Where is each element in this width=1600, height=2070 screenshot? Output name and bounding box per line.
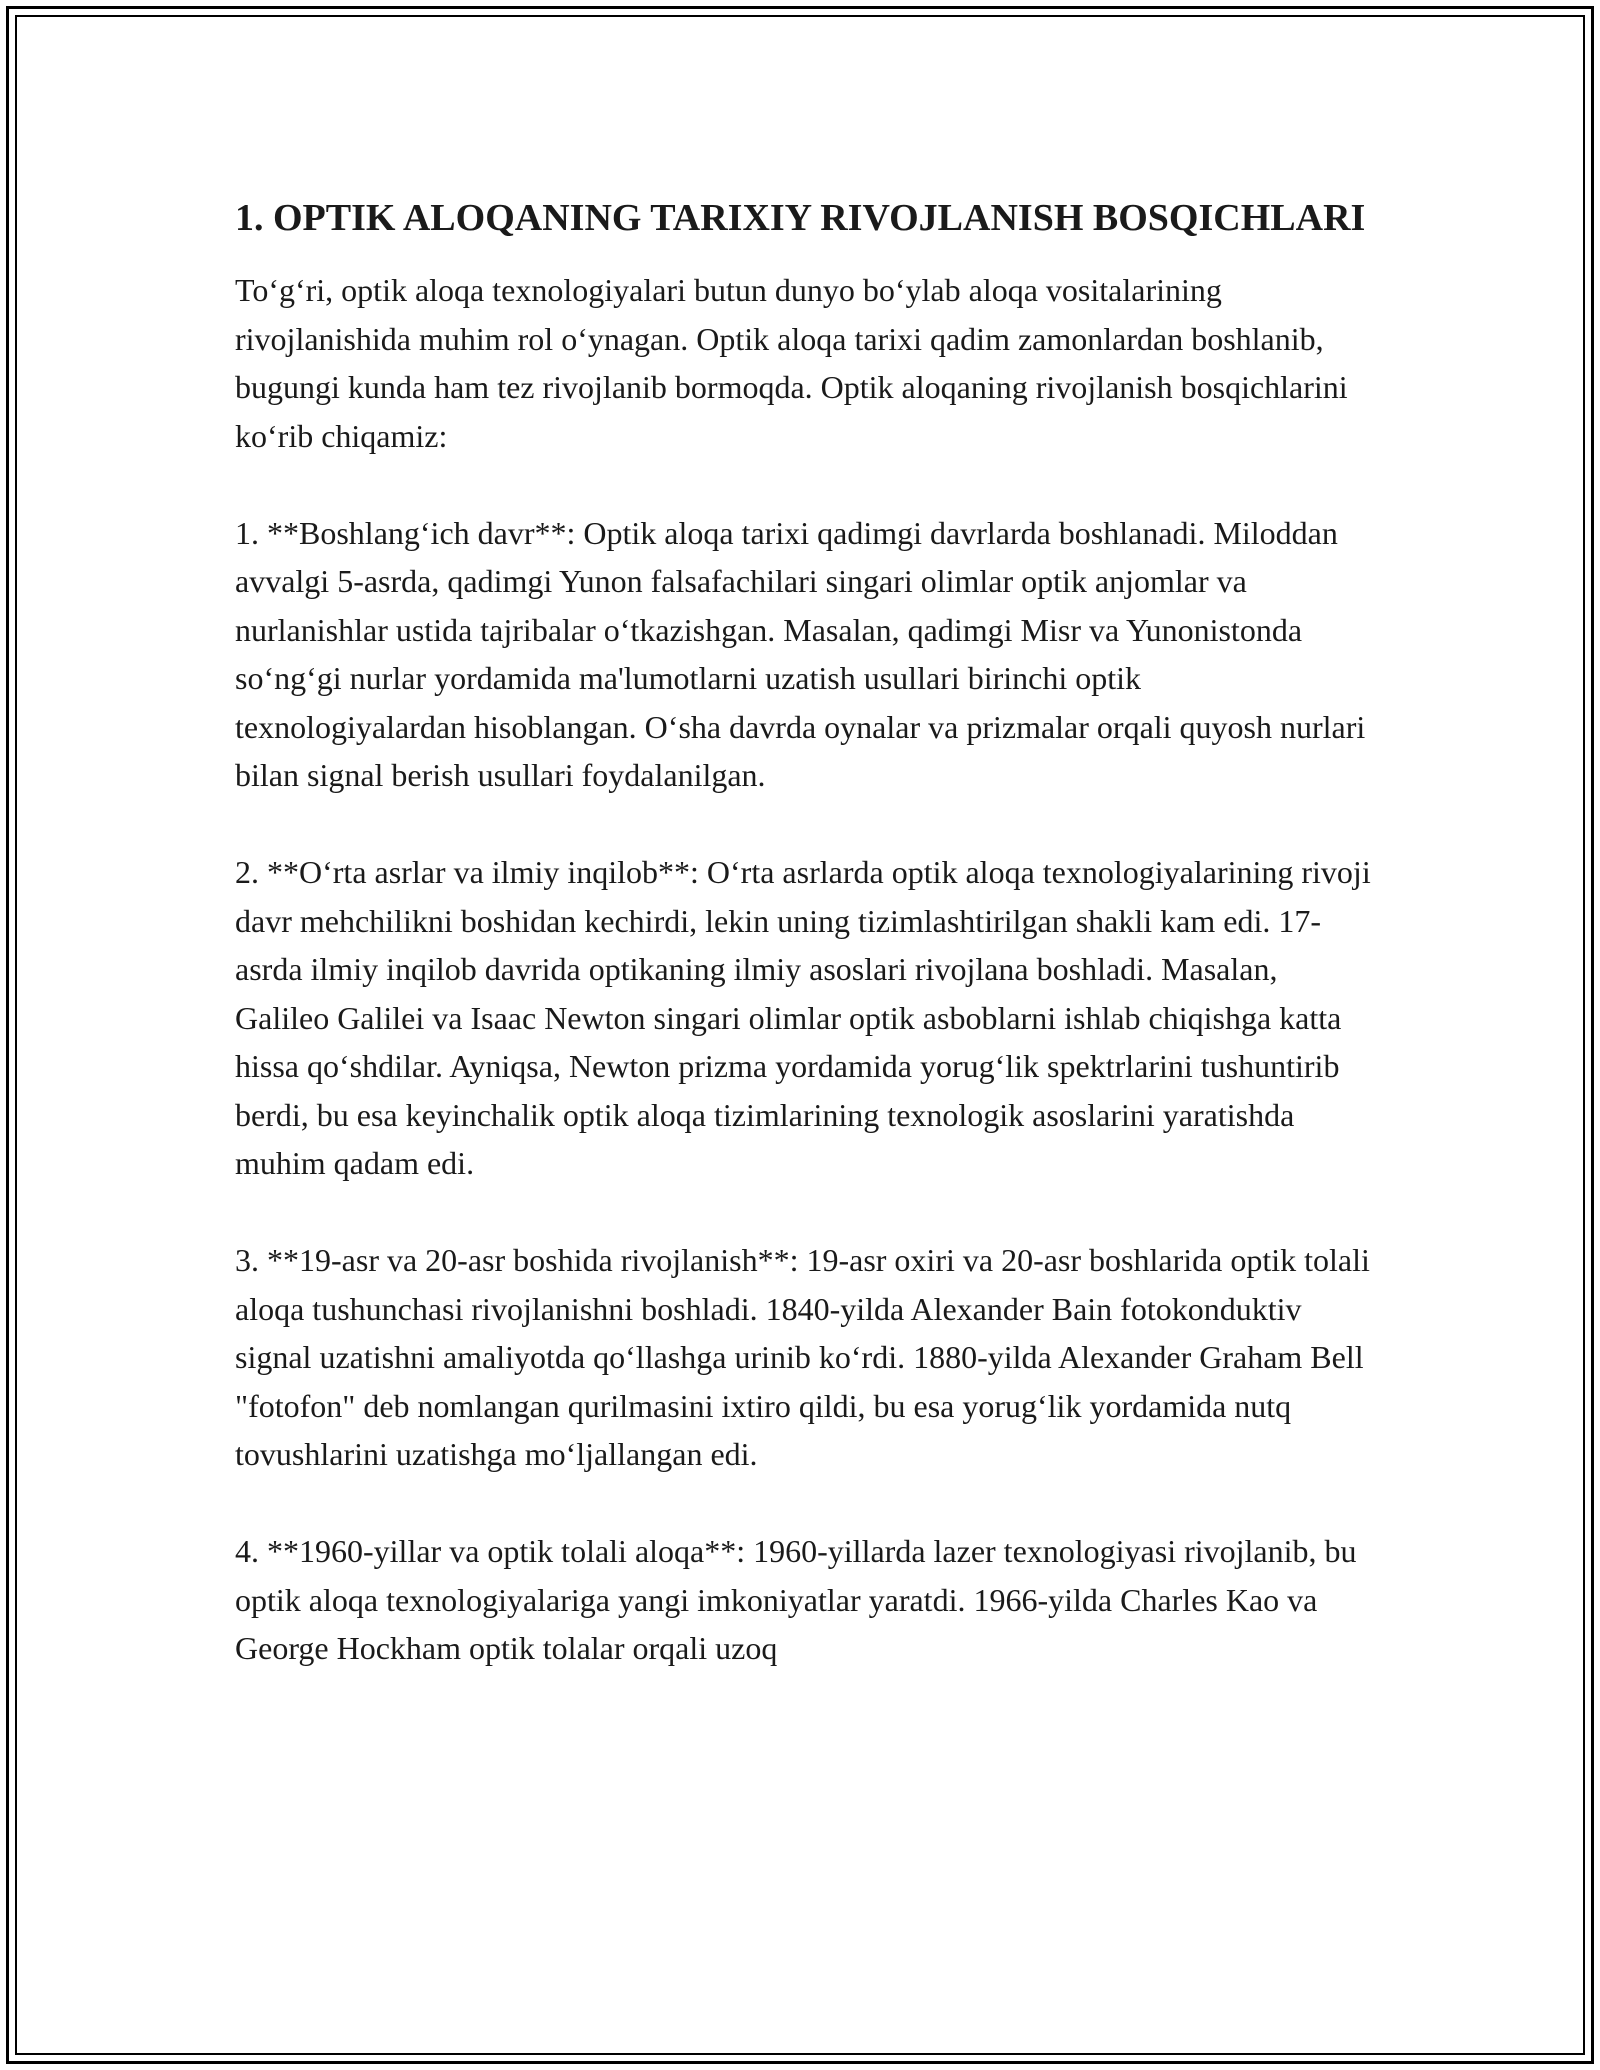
paragraph-middle-ages: 2. **O‘rta asrlar va ilmiy inqilob**: O‘rta asrlarda optik aloqa texnologiyalarining rivoji davr mehchilikni boshidan kechirdi, lekin uning tizimlashtirilgan shakli kam edi. 17-asrda ilmiy inqilob davrida optikaning ilmiy asoslari rivojlana boshladi. Masalan, Galileo Galilei va Isaac Newton singari olimlar optik asboblarni ishlab chiqishga katta hissa qo‘shdilar. Ayniqsa, Newton prizma yordamida yorug‘lik spektrlarini tushuntirib berdi, bu esa keyinchalik optik aloqa tizimlarining texnologik asoslarini yaratishda muhim qadam edi. bbox=[235, 854, 1371, 1181]
paragraph-1960s-fiber: 4. **1960-yillar va optik tolali aloqa**: 1960-yillarda lazer texnologiyasi rivojlanib, bu optik aloqa texnologiyalariga yangi imkoniyatlar yaratdi. 1966-yilda Charles Kao va George Hockham optik tolalar orqali uzoq bbox=[235, 1533, 1357, 1666]
paragraph-ancient-period: 1. **Boshlang‘ich davr**: Optik aloqa tarixi qadimgi davrlarda boshlanadi. Miloddan avvalgi 5-asrda, qadimgi Yunon falsafachilari singari olimlar optik anjomlar va nurlanishlar ustida tajribalar o‘tkazishgan. Masalan, qadimgi Misr va Yunonistonda so‘ng‘gi nurlar yordamida ma'lumotlarni uzatish usullari birinchi optik texnologiyalardan hisoblangan. O‘sha davrda oynalar va prizmalar orqali quyosh nurlari bilan signal berish usullari foydalanilgan. bbox=[235, 514, 1366, 793]
document-body bbox=[235, 190, 1375, 1721]
paragraph-19th-20th-century: 3. **19-asr va 20-asr boshida rivojlanish**: 19-asr oxiri va 20-asr boshlarida optik tolali aloqa tushunchasi rivojlanishni boshladi. 1840-yilda Alexander Bain fotokonduktiv signal uzatishni amaliyotda qo‘llashga urinib ko‘rdi. 1880-yilda Alexander Graham Bell "fotofon" deb nomlangan qurilmasini ixtiro qildi, bu esa yorug‘lik yordamida nutq tovushlarini uzatishga mo‘ljallangan edi. bbox=[235, 1242, 1370, 1472]
section-heading: 1. OPTIK ALOQANING TARIXIY RIVOJLANISH BOSQICHLARI bbox=[235, 197, 1366, 239]
intro-paragraph: To‘g‘ri, optik aloqa texnologiyalari butun dunyo bo‘ylab aloqa vositalarining rivojlanishida muhim rol o‘ynagan. Optik aloqa tarixi qadim zamonlardan boshlanib, bugungi kunda ham tez rivojlanib bormoqda. Optik aloqaning rivojlanish bosqichlarini ko‘rib chiqamiz: bbox=[235, 272, 1348, 454]
